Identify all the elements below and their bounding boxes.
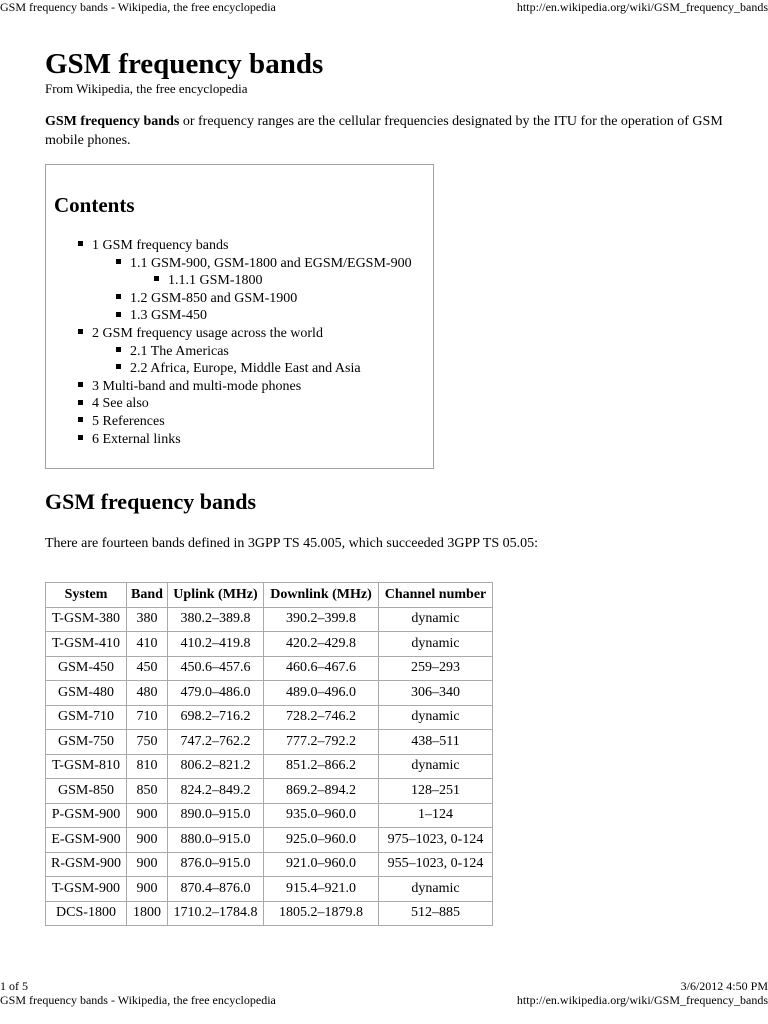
bullet-icon bbox=[116, 364, 121, 369]
table-cell: 806.2–821.2 bbox=[168, 754, 264, 779]
column-header: Channel number bbox=[379, 583, 493, 608]
table-row bbox=[46, 852, 493, 877]
table-cell: 512–885 bbox=[379, 901, 493, 926]
table-cell: 869.2–894.2 bbox=[264, 779, 379, 804]
table-header-row bbox=[46, 583, 493, 608]
intro-text: or frequency ranges are the cellular frequencies designated by the ITU for the operation of GSM mobile phones. bbox=[45, 114, 723, 148]
table-cell: 850 bbox=[127, 779, 168, 804]
column-header: Downlink (MHz) bbox=[264, 583, 379, 608]
table-of-contents bbox=[45, 164, 434, 469]
table-cell: R-GSM-900 bbox=[46, 852, 127, 877]
table-cell: dynamic bbox=[379, 607, 493, 632]
table-cell: GSM-750 bbox=[46, 730, 127, 755]
table-cell: dynamic bbox=[379, 877, 493, 902]
table-cell: 900 bbox=[127, 877, 168, 902]
table-cell: T-GSM-380 bbox=[46, 607, 127, 632]
table-cell: GSM-850 bbox=[46, 779, 127, 804]
intro-bold-term: GSM frequency bands bbox=[45, 114, 180, 129]
table-cell: GSM-710 bbox=[46, 705, 127, 730]
column-header: Uplink (MHz) bbox=[168, 583, 264, 608]
table-row bbox=[46, 705, 493, 730]
page-subtitle: From Wikipedia, the free encyclopedia bbox=[45, 81, 248, 96]
table-cell: 710 bbox=[127, 705, 168, 730]
table-cell: 915.4–921.0 bbox=[264, 877, 379, 902]
toc-item[interactable]: 6 External links bbox=[78, 431, 412, 449]
table-cell: 777.2–792.2 bbox=[264, 730, 379, 755]
table-cell: 1805.2–1879.8 bbox=[264, 901, 379, 926]
table-cell: 747.2–762.2 bbox=[168, 730, 264, 755]
bullet-icon bbox=[116, 347, 121, 352]
toc-item[interactable]: 1.1.1 GSM-1800 bbox=[154, 272, 412, 290]
toc-title: Contents bbox=[54, 193, 135, 217]
toc-item[interactable]: 2 GSM frequency usage across the world 2.1 The Americas 2.2 Africa, Europe, Middle East and Asia bbox=[78, 325, 412, 378]
print-header-title: GSM frequency bands - Wikipedia, the free encyclopedia bbox=[0, 0, 276, 14]
section-paragraph: There are fourteen bands defined in 3GPP TS 45.005, which succeeded 3GPP TS 05.05: bbox=[45, 536, 539, 551]
table-cell: 450.6–457.6 bbox=[168, 656, 264, 681]
bullet-icon bbox=[78, 400, 83, 405]
table-row bbox=[46, 779, 493, 804]
table-cell: 900 bbox=[127, 828, 168, 853]
bullet-icon bbox=[78, 241, 83, 246]
table-row bbox=[46, 681, 493, 706]
table-cell: 935.0–960.0 bbox=[264, 803, 379, 828]
toc-item[interactable]: 1.3 GSM-450 bbox=[116, 307, 412, 325]
table-cell: 1–124 bbox=[379, 803, 493, 828]
table-cell: 921.0–960.0 bbox=[264, 852, 379, 877]
table-cell: 410 bbox=[127, 632, 168, 657]
table-cell: 876.0–915.0 bbox=[168, 852, 264, 877]
bullet-icon bbox=[78, 417, 83, 422]
bullet-icon bbox=[116, 294, 121, 299]
toc-item[interactable]: 3 Multi-band and multi-mode phones bbox=[78, 378, 412, 396]
table-row bbox=[46, 607, 493, 632]
bullet-icon bbox=[78, 382, 83, 387]
table-body bbox=[46, 607, 493, 926]
bullet-icon bbox=[78, 329, 83, 334]
table-cell: GSM-450 bbox=[46, 656, 127, 681]
toc-item[interactable]: 1.2 GSM-850 and GSM-1900 bbox=[116, 290, 412, 308]
bullet-icon bbox=[116, 312, 121, 317]
table-cell: DCS-1800 bbox=[46, 901, 127, 926]
table-cell: 851.2–866.2 bbox=[264, 754, 379, 779]
table-cell: 925.0–960.0 bbox=[264, 828, 379, 853]
table-row bbox=[46, 901, 493, 926]
table-cell: 128–251 bbox=[379, 779, 493, 804]
table-cell: 306–340 bbox=[379, 681, 493, 706]
table-cell: 870.4–876.0 bbox=[168, 877, 264, 902]
table-cell: GSM-480 bbox=[46, 681, 127, 706]
table-cell: 380 bbox=[127, 607, 168, 632]
table-row bbox=[46, 632, 493, 657]
table-cell: 460.6–467.6 bbox=[264, 656, 379, 681]
table-row bbox=[46, 877, 493, 902]
table-cell: 438–511 bbox=[379, 730, 493, 755]
toc-item[interactable]: 4 See also bbox=[78, 395, 412, 413]
table-cell: 900 bbox=[127, 852, 168, 877]
table-cell: 890.0–915.0 bbox=[168, 803, 264, 828]
table-row bbox=[46, 730, 493, 755]
table-cell: 259–293 bbox=[379, 656, 493, 681]
page-count: 1 of 5 bbox=[0, 979, 28, 993]
table-row bbox=[46, 828, 493, 853]
bullet-icon bbox=[154, 276, 159, 281]
table-cell: 824.2–849.2 bbox=[168, 779, 264, 804]
table-cell: 380.2–389.8 bbox=[168, 607, 264, 632]
table-cell: 450 bbox=[127, 656, 168, 681]
page-title: GSM frequency bands bbox=[45, 48, 324, 80]
toc-list bbox=[78, 237, 412, 448]
table-row bbox=[46, 803, 493, 828]
column-header: System bbox=[46, 583, 127, 608]
toc-item[interactable]: 5 References bbox=[78, 413, 412, 431]
table-cell: dynamic bbox=[379, 632, 493, 657]
table-row bbox=[46, 656, 493, 681]
table-cell: 728.2–746.2 bbox=[264, 705, 379, 730]
toc-item[interactable]: 1 GSM frequency bands 1.1 GSM-900, GSM-1800 and EGSM/EGSM-900 1.1.1 GSM-1800 1.2 GSM-850 and GSM-1900 1.3 GSM-450 bbox=[78, 237, 412, 325]
table-cell: 810 bbox=[127, 754, 168, 779]
table-cell: 975–1023, 0-124 bbox=[379, 828, 493, 853]
bullet-icon bbox=[116, 259, 121, 264]
frequency-bands-table bbox=[45, 582, 493, 926]
table-cell: 955–1023, 0-124 bbox=[379, 852, 493, 877]
column-header: Band bbox=[127, 583, 168, 608]
toc-item[interactable]: 2.1 The Americas bbox=[116, 343, 412, 361]
toc-item[interactable]: 1.1 GSM-900, GSM-1800 and EGSM/EGSM-900 1.1.1 GSM-1800 bbox=[116, 255, 412, 290]
table-cell: 390.2–399.8 bbox=[264, 607, 379, 632]
bullet-icon bbox=[78, 435, 83, 440]
table-cell: 420.2–429.8 bbox=[264, 632, 379, 657]
table-cell: 480 bbox=[127, 681, 168, 706]
table-cell: T-GSM-900 bbox=[46, 877, 127, 902]
table-cell: T-GSM-810 bbox=[46, 754, 127, 779]
table-cell: T-GSM-410 bbox=[46, 632, 127, 657]
intro-paragraph bbox=[45, 112, 735, 150]
table-cell: 698.2–716.2 bbox=[168, 705, 264, 730]
table-cell: dynamic bbox=[379, 705, 493, 730]
table-cell: 479.0–486.0 bbox=[168, 681, 264, 706]
table-cell: dynamic bbox=[379, 754, 493, 779]
print-footer-title: GSM frequency bands - Wikipedia, the free encyclopedia bbox=[0, 993, 276, 1007]
table-cell: 880.0–915.0 bbox=[168, 828, 264, 853]
table-cell: 410.2–419.8 bbox=[168, 632, 264, 657]
print-header-url: http://en.wikipedia.org/wiki/GSM_frequency_bands bbox=[516, 0, 768, 14]
print-footer-url: http://en.wikipedia.org/wiki/GSM_frequency_bands bbox=[516, 993, 768, 1007]
table-cell: P-GSM-900 bbox=[46, 803, 127, 828]
section-heading: GSM frequency bands bbox=[45, 489, 257, 514]
table-cell: E-GSM-900 bbox=[46, 828, 127, 853]
toc-item[interactable]: 2.2 Africa, Europe, Middle East and Asia bbox=[116, 360, 412, 378]
print-datetime: 3/6/2012 4:50 PM bbox=[680, 979, 768, 993]
table-cell: 489.0–496.0 bbox=[264, 681, 379, 706]
table-row bbox=[46, 754, 493, 779]
table-cell: 900 bbox=[127, 803, 168, 828]
table-cell: 1800 bbox=[127, 901, 168, 926]
table-cell: 1710.2–1784.8 bbox=[168, 901, 264, 926]
table-cell: 750 bbox=[127, 730, 168, 755]
